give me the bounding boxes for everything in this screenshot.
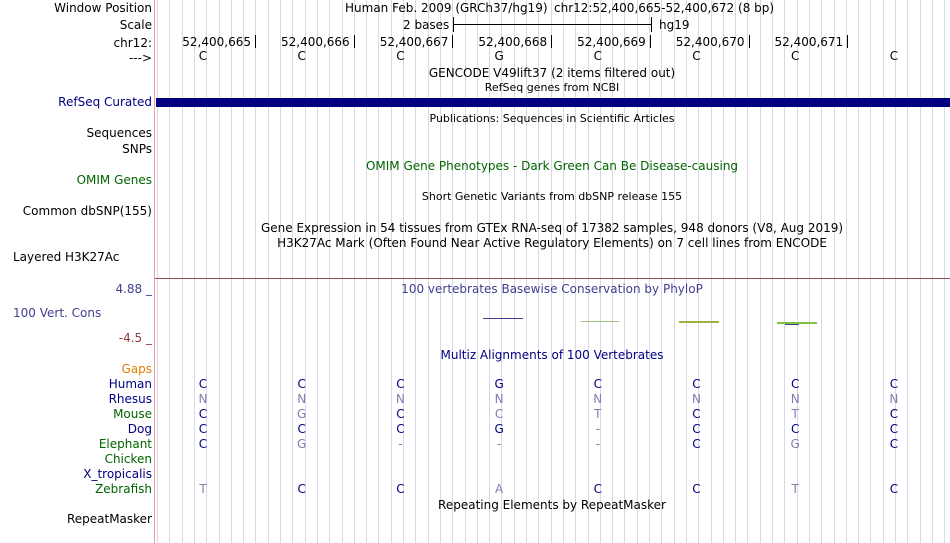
aligned-base: N	[395, 392, 405, 406]
grid-line	[698, 0, 699, 543]
label-strand[interactable]: --->	[128, 51, 152, 65]
publications-track-title: Publications: Sequences in Scientific Articles	[429, 112, 675, 125]
aligned-base: T	[199, 482, 207, 496]
grid-line	[354, 0, 355, 543]
aligned-base: N	[198, 392, 208, 406]
aligned-base: -	[496, 437, 502, 451]
phylop-track-title: 100 vertebrates Basewise Conservation by PhyloP	[401, 282, 703, 296]
label-dbsnp[interactable]: Common dbSNP(155)	[22, 204, 152, 218]
aligned-base: C	[593, 482, 602, 496]
track-labels	[0, 0, 154, 543]
grid-line	[809, 0, 810, 543]
aligned-base: C	[692, 422, 701, 436]
base-letter: C	[396, 49, 405, 63]
grid-line	[932, 0, 933, 543]
grid-line	[686, 0, 687, 543]
grid-line	[243, 0, 244, 543]
species-label-rhesus[interactable]: Rhesus	[108, 392, 152, 406]
grid-line	[674, 0, 675, 543]
gencode-track-title: GENCODE V49lift37 (2 items filtered out)	[428, 66, 676, 80]
ruler-tick	[354, 35, 355, 48]
grid-line	[944, 0, 945, 543]
ruler-tick	[255, 35, 256, 48]
aligned-base: N	[889, 392, 899, 406]
ruler-position: 52,400,670	[675, 35, 745, 49]
gtex-track-title: Gene Expression in 54 tissues from GTEx RNA-seq of 17382 samples, 948 donors (V8, Aug 2019)	[260, 221, 844, 235]
species-label-mouse[interactable]: Mouse	[113, 407, 152, 421]
aligned-base: G	[297, 407, 307, 421]
grid-line	[403, 0, 404, 543]
grid-line	[465, 0, 466, 543]
grid-line	[846, 0, 847, 543]
dbsnp-track-title: Short Genetic Variants from dbSNP release 155	[421, 190, 683, 203]
grid-line	[440, 0, 441, 543]
grid-line	[342, 0, 343, 543]
label-phylop-max: 4.88 _	[115, 282, 152, 296]
aligned-base: T	[791, 407, 799, 421]
aligned-base: C	[889, 407, 899, 421]
grid-line	[182, 0, 183, 543]
grid-line	[735, 0, 736, 543]
grid-line	[206, 0, 207, 543]
grid-line	[194, 0, 195, 543]
aligned-base: N	[297, 392, 307, 406]
grid-line	[661, 0, 662, 543]
grid-line	[255, 0, 256, 543]
grid-line	[231, 0, 232, 543]
scale-db: hg19	[659, 18, 690, 32]
h3k27ac-track-title: H3K27Ac Mark (Often Found Near Active Regulatory Elements) on 7 cell lines from ENCODE	[277, 236, 827, 250]
aligned-base: C	[889, 437, 899, 451]
species-label-human[interactable]: Human	[108, 377, 152, 391]
aligned-base: T	[594, 407, 602, 421]
aligned-base: C	[790, 377, 800, 391]
grid-line	[169, 0, 170, 543]
grid-line	[723, 0, 724, 543]
grid-line	[637, 0, 638, 543]
grid-line	[366, 0, 367, 543]
grid-line	[760, 0, 761, 543]
aligned-base: -	[595, 437, 600, 451]
label-refseq[interactable]: RefSeq Curated	[58, 95, 152, 109]
aligned-base: C	[494, 407, 504, 421]
label-repeatmasker[interactable]: RepeatMasker	[66, 512, 152, 526]
grid-line	[883, 0, 884, 543]
aligned-base: C	[889, 422, 899, 436]
position-readout: chr12:52,400,665-52,400,672 (8 bp)	[554, 1, 775, 15]
grid-line	[772, 0, 773, 543]
aligned-base: -	[595, 422, 600, 436]
grid-line	[378, 0, 379, 543]
ruler-position: 52,400,666	[280, 35, 350, 49]
grid-line	[821, 0, 822, 543]
label-gaps[interactable]: Gaps	[121, 362, 152, 376]
aligned-base: C	[396, 407, 405, 421]
base-letter: G	[494, 49, 504, 63]
species-label-x_tropicalis[interactable]: X_tropicalis	[83, 467, 152, 481]
base-letter: C	[889, 49, 899, 63]
grid-line	[391, 0, 392, 543]
grid-line	[268, 0, 269, 543]
refseq-track-title: RefSeq genes from NCBI	[484, 81, 620, 94]
ruler-tick	[650, 35, 651, 48]
species-label-dog[interactable]: Dog	[127, 422, 152, 436]
ruler-position: 52,400,667	[379, 35, 449, 49]
aligned-base: N	[692, 392, 701, 406]
ruler-position: 52,400,668	[478, 35, 548, 49]
aligned-base: N	[790, 392, 800, 406]
ruler-tick	[847, 35, 848, 48]
grid-line	[920, 0, 921, 543]
aligned-base: C	[297, 377, 306, 391]
grid-line	[415, 0, 416, 543]
species-label-elephant[interactable]: Elephant	[98, 437, 152, 451]
aligned-base: C	[889, 482, 899, 496]
aligned-base: C	[889, 377, 899, 391]
grid-line	[711, 0, 712, 543]
base-letter: C	[198, 49, 208, 63]
base-letter: C	[692, 49, 701, 63]
aligned-base: C	[297, 422, 306, 436]
grid-line	[784, 0, 785, 543]
ruler-tick	[749, 35, 750, 48]
aligned-base: T	[791, 482, 799, 496]
aligned-base: G	[297, 437, 307, 451]
grid-line	[292, 0, 293, 543]
aligned-base: C	[692, 377, 701, 391]
grid-line	[452, 0, 453, 543]
species-label-chicken[interactable]: Chicken	[104, 452, 152, 466]
label-omim[interactable]: OMIM Genes	[76, 173, 152, 187]
grid-line	[219, 0, 220, 543]
aligned-base: C	[198, 377, 208, 391]
grid-line	[747, 0, 748, 543]
grid-line	[329, 0, 330, 543]
grid-line	[870, 0, 871, 543]
refseq-gene-bar[interactable]	[156, 98, 950, 107]
aligned-base: C	[198, 437, 208, 451]
aligned-base: N	[593, 392, 603, 406]
label-scale[interactable]: Scale	[119, 18, 152, 32]
grid-line	[649, 0, 650, 543]
aligned-base: C	[790, 422, 800, 436]
aligned-base: C	[198, 422, 208, 436]
track-area[interactable]	[155, 0, 950, 543]
aligned-base: A	[494, 482, 504, 496]
label-window-position[interactable]: Window Position	[54, 1, 152, 15]
grid-line	[317, 0, 318, 543]
ruler-position: 52,400,669	[577, 35, 646, 49]
grid-line	[834, 0, 835, 543]
aligned-base: C	[692, 407, 701, 421]
ruler-position: 52,400,671	[774, 35, 844, 49]
base-letter: C	[593, 49, 602, 63]
aligned-base: C	[692, 437, 701, 451]
aligned-base: C	[593, 377, 602, 391]
grid-line	[858, 0, 859, 543]
ruler-position: 52,400,665	[182, 35, 251, 49]
track-divider	[155, 278, 950, 279]
repeatmasker-track-title: Repeating Elements by RepeatMasker	[438, 498, 666, 512]
aligned-base: C	[396, 377, 405, 391]
label-sequences[interactable]: Sequences	[86, 126, 152, 140]
ruler-tick	[452, 35, 453, 48]
grid-line	[157, 0, 158, 543]
grid-line	[280, 0, 281, 543]
omim-track-title: OMIM Gene Phenotypes - Dark Green Can Be Disease-causing	[365, 159, 739, 173]
aligned-base: G	[790, 437, 800, 451]
label-h3k27ac[interactable]: Layered H3K27Ac	[13, 250, 120, 264]
aligned-base: -	[398, 437, 403, 451]
aligned-base: C	[692, 482, 701, 496]
grid-line	[477, 0, 478, 543]
assembly-title: Human Feb. 2009 (GRCh37/hg19)	[345, 1, 548, 15]
aligned-base: G	[494, 377, 504, 391]
base-letter: C	[790, 49, 800, 63]
ruler-tick	[551, 35, 552, 48]
aligned-base: G	[494, 422, 504, 436]
grid-line	[895, 0, 896, 543]
multiz-track-title: Multiz Alignments of 100 Vertebrates	[440, 348, 664, 362]
label-chrom[interactable]: chr12:	[113, 36, 152, 50]
grid-line	[797, 0, 798, 543]
aligned-base: C	[396, 482, 405, 496]
grid-line	[428, 0, 429, 543]
species-label-zebrafish[interactable]: Zebrafish	[95, 482, 152, 496]
scale-bar-label: 2 bases	[403, 18, 450, 32]
grid-line	[624, 0, 625, 543]
aligned-base: C	[198, 407, 208, 421]
grid-line	[907, 0, 908, 543]
label-cons[interactable]: 100 Vert. Cons	[13, 306, 102, 320]
base-letter: C	[297, 49, 306, 63]
aligned-base: C	[297, 482, 306, 496]
label-phylop-min: -4.5 _	[118, 331, 152, 345]
label-snps[interactable]: SNPs	[122, 142, 152, 156]
grid-line	[305, 0, 306, 543]
aligned-base: N	[494, 392, 504, 406]
aligned-base: C	[396, 422, 405, 436]
